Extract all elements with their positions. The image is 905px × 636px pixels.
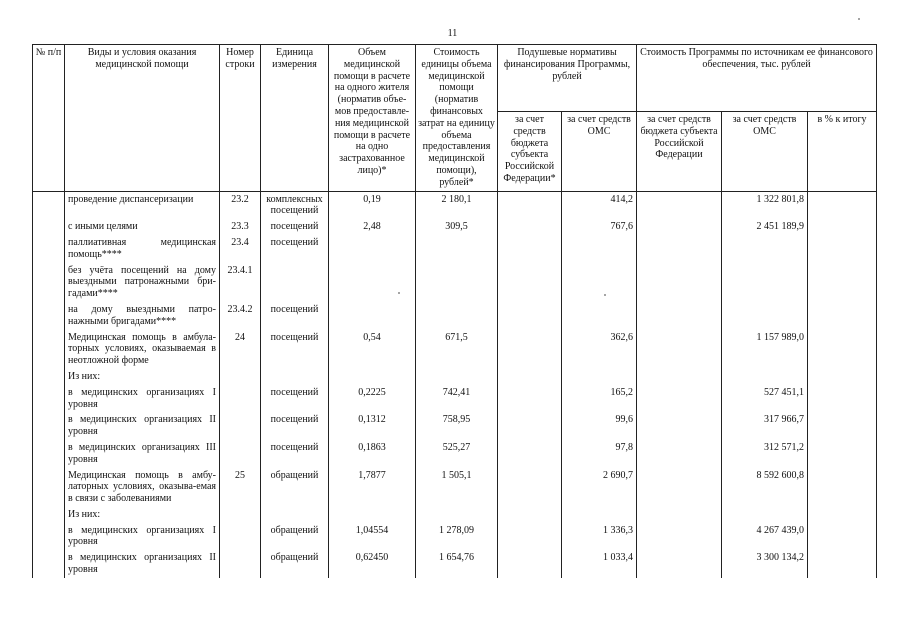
cell-unit-cost: 1 278,09 — [416, 523, 498, 551]
cell-program-oms: 4 267 439,0 — [722, 523, 808, 551]
table-row — [33, 369, 877, 385]
cell-norm-oms — [562, 302, 637, 330]
cell-row-number — [220, 507, 261, 523]
cell-unit — [261, 507, 329, 523]
scan-speck — [858, 18, 860, 20]
cell-volume: 0,19 — [329, 191, 416, 219]
cell-no — [33, 330, 65, 369]
cell-unit: посещений — [261, 235, 329, 263]
cell-program-oms: 527 451,1 — [722, 385, 808, 413]
cell-no — [33, 412, 65, 440]
cell-volume: 2,48 — [329, 219, 416, 235]
cell-program-percent — [808, 412, 877, 440]
cell-norm-oms: 414,2 — [562, 191, 637, 219]
cell-volume — [329, 302, 416, 330]
cell-unit — [261, 263, 329, 302]
cell-program-percent — [808, 263, 877, 302]
cell-volume — [329, 369, 416, 385]
cell-unit-cost — [416, 302, 498, 330]
table-body — [33, 191, 877, 578]
header-no: № п/п — [33, 45, 65, 192]
cell-no — [33, 369, 65, 385]
cell-program-budget — [637, 219, 722, 235]
cell-name: без учёта посещений на дому выездными патронажными бри-гадами**** — [65, 263, 220, 302]
cell-unit-cost: 758,95 — [416, 412, 498, 440]
cell-program-budget — [637, 235, 722, 263]
cell-volume — [329, 263, 416, 302]
cell-program-percent — [808, 330, 877, 369]
cell-name: в медицинских организациях I уровня — [65, 523, 220, 551]
cell-program-budget — [637, 385, 722, 413]
cell-unit: комплексных посещений — [261, 191, 329, 219]
cell-norm-budget — [498, 235, 562, 263]
table-row — [33, 235, 877, 263]
cell-unit-cost: 525,27 — [416, 440, 498, 468]
cell-norm-oms — [562, 263, 637, 302]
cell-unit: посещений — [261, 219, 329, 235]
cell-no — [33, 507, 65, 523]
header-name: Виды и условия оказания медицинской помощи — [65, 45, 220, 192]
cell-program-percent — [808, 440, 877, 468]
cell-program-oms: 317 966,7 — [722, 412, 808, 440]
cell-no — [33, 440, 65, 468]
cell-program-budget — [637, 191, 722, 219]
cell-name: Из них: — [65, 369, 220, 385]
cell-program-budget — [637, 550, 722, 578]
table-row — [33, 550, 877, 578]
cell-program-percent — [808, 507, 877, 523]
cell-unit: посещений — [261, 385, 329, 413]
table-row — [33, 507, 877, 523]
cell-norm-oms: 2 690,7 — [562, 468, 637, 507]
cell-program-percent — [808, 369, 877, 385]
cell-program-percent — [808, 191, 877, 219]
cell-name: на дому выездными патро-нажными бригадами**** — [65, 302, 220, 330]
cell-norm-oms — [562, 235, 637, 263]
cell-no — [33, 219, 65, 235]
header-norm-oms: за счет средств ОМС — [562, 112, 637, 192]
cell-name: проведение диспансеризации — [65, 191, 220, 219]
cell-unit: посещений — [261, 330, 329, 369]
cell-program-oms: 1 322 801,8 — [722, 191, 808, 219]
cell-unit-cost: 1 505,1 — [416, 468, 498, 507]
cell-row-number: 24 — [220, 330, 261, 369]
cell-program-percent — [808, 550, 877, 578]
cell-norm-budget — [498, 385, 562, 413]
cell-norm-budget — [498, 507, 562, 523]
cell-row-number: 25 — [220, 468, 261, 507]
cell-name: в медицинских организациях III уровня — [65, 440, 220, 468]
cell-name: Медицинская помощь в амбула-торных условиях, оказываемая в неотложной форме — [65, 330, 220, 369]
cell-unit: посещений — [261, 412, 329, 440]
cell-unit-cost — [416, 235, 498, 263]
table-row — [33, 385, 877, 413]
cell-program-oms — [722, 302, 808, 330]
cell-unit-cost: 2 180,1 — [416, 191, 498, 219]
cell-unit — [261, 369, 329, 385]
cell-volume: 0,1863 — [329, 440, 416, 468]
cell-row-number: 23.4.1 — [220, 263, 261, 302]
cell-norm-budget — [498, 550, 562, 578]
cell-volume: 1,7877 — [329, 468, 416, 507]
cell-row-number: 23.2 — [220, 191, 261, 219]
table-row — [33, 468, 877, 507]
cell-row-number: 23.4.2 — [220, 302, 261, 330]
cell-name: в медицинских организациях I уровня — [65, 385, 220, 413]
cell-program-oms — [722, 235, 808, 263]
cell-unit: обращений — [261, 468, 329, 507]
cell-unit-cost: 671,5 — [416, 330, 498, 369]
cell-volume: 0,2225 — [329, 385, 416, 413]
cell-row-number — [220, 550, 261, 578]
cell-program-percent — [808, 219, 877, 235]
cell-unit: обращений — [261, 550, 329, 578]
cell-volume: 0,1312 — [329, 412, 416, 440]
table-row — [33, 412, 877, 440]
cell-program-oms — [722, 263, 808, 302]
cell-program-budget — [637, 523, 722, 551]
cell-volume — [329, 507, 416, 523]
cell-row-number: 23.4 — [220, 235, 261, 263]
cell-program-oms — [722, 369, 808, 385]
cell-program-oms: 2 451 189,9 — [722, 219, 808, 235]
page-number: 11 — [447, 28, 458, 39]
table-row — [33, 440, 877, 468]
table-header — [33, 45, 877, 192]
header-per-capita-norms: Подушевые нормативы финансирования Программы, рублей — [498, 45, 637, 112]
cell-program-oms: 8 592 600,8 — [722, 468, 808, 507]
cell-unit-cost: 309,5 — [416, 219, 498, 235]
cell-norm-budget — [498, 302, 562, 330]
cell-norm-budget — [498, 412, 562, 440]
cell-program-percent — [808, 235, 877, 263]
cell-norm-budget — [498, 468, 562, 507]
cell-no — [33, 302, 65, 330]
cell-row-number — [220, 523, 261, 551]
header-unit-cost: Стоимость единицы объема медицинской помощи (норматив финансовых затрат на единицу объема предоставления медицинской помощи), рублей* — [416, 45, 498, 192]
header-program-cost: Стоимость Программы по источникам ее финансового обеспечения, тыс. рублей — [637, 45, 877, 112]
cell-norm-budget — [498, 219, 562, 235]
cell-no — [33, 385, 65, 413]
header-program-percent: в % к итогу — [808, 112, 877, 192]
header-program-oms: за счет средств ОМС — [722, 112, 808, 192]
cell-no — [33, 191, 65, 219]
cell-volume — [329, 235, 416, 263]
cell-program-budget — [637, 369, 722, 385]
cell-program-budget — [637, 412, 722, 440]
cell-name: паллиативная медицинская помощь**** — [65, 235, 220, 263]
cell-norm-budget — [498, 263, 562, 302]
cell-norm-oms: 97,8 — [562, 440, 637, 468]
cell-program-percent — [808, 302, 877, 330]
cell-no — [33, 468, 65, 507]
cell-no — [33, 263, 65, 302]
cell-row-number — [220, 412, 261, 440]
header-norm-budget: за счет средств бюджета субъекта Российской Федерации* — [498, 112, 562, 192]
cell-program-oms: 312 571,2 — [722, 440, 808, 468]
cell-row-number — [220, 385, 261, 413]
cell-program-budget — [637, 440, 722, 468]
program-cost-table — [32, 44, 877, 578]
cell-norm-oms: 767,6 — [562, 219, 637, 235]
cell-norm-oms: 362,6 — [562, 330, 637, 369]
table-row — [33, 523, 877, 551]
cell-no — [33, 235, 65, 263]
cell-norm-oms: 1 336,3 — [562, 523, 637, 551]
header-volume: Объем медицинской помощи в расчете на одного жителя (норматив объе-мов предоставле-ния медицинской помощи в расчете на одно застрахованное лицо)* — [329, 45, 416, 192]
cell-program-percent — [808, 385, 877, 413]
cell-unit-cost — [416, 263, 498, 302]
cell-norm-oms — [562, 507, 637, 523]
table-row — [33, 330, 877, 369]
cell-no — [33, 550, 65, 578]
cell-program-budget — [637, 507, 722, 523]
cell-norm-oms: 99,6 — [562, 412, 637, 440]
table-row — [33, 219, 877, 235]
cell-program-budget — [637, 330, 722, 369]
cell-row-number — [220, 369, 261, 385]
cell-name: в медицинских организациях II уровня — [65, 550, 220, 578]
cell-row-number — [220, 440, 261, 468]
cell-name: в медицинских организациях II уровня — [65, 412, 220, 440]
cell-unit-cost: 1 654,76 — [416, 550, 498, 578]
cell-norm-budget — [498, 330, 562, 369]
table-row — [33, 263, 877, 302]
cell-program-oms — [722, 507, 808, 523]
cell-name: Из них: — [65, 507, 220, 523]
cell-unit-cost — [416, 507, 498, 523]
header-row-number: Номер строки — [220, 45, 261, 192]
cell-program-oms: 1 157 989,0 — [722, 330, 808, 369]
cell-unit: обращений — [261, 523, 329, 551]
cell-norm-budget — [498, 523, 562, 551]
cell-name: Медицинская помощь в амбу-латорных условиях, оказыва-емая в связи с заболеваниями — [65, 468, 220, 507]
table-row — [33, 191, 877, 219]
cell-name: с иными целями — [65, 219, 220, 235]
cell-volume: 0,62450 — [329, 550, 416, 578]
cell-program-budget — [637, 263, 722, 302]
cell-norm-oms — [562, 369, 637, 385]
cell-norm-budget — [498, 440, 562, 468]
cell-volume: 1,04554 — [329, 523, 416, 551]
cell-unit-cost — [416, 369, 498, 385]
cell-norm-budget — [498, 369, 562, 385]
cell-row-number: 23.3 — [220, 219, 261, 235]
cell-no — [33, 523, 65, 551]
cell-program-percent — [808, 523, 877, 551]
cell-program-budget — [637, 302, 722, 330]
cell-norm-oms: 1 033,4 — [562, 550, 637, 578]
table-row — [33, 302, 877, 330]
cell-unit: посещений — [261, 302, 329, 330]
header-program-budget: за счет средств бюджета субъекта Российской Федерации — [637, 112, 722, 192]
cell-program-oms: 3 300 134,2 — [722, 550, 808, 578]
header-unit: Единица измерения — [261, 45, 329, 192]
cell-volume: 0,54 — [329, 330, 416, 369]
cell-unit: посещений — [261, 440, 329, 468]
cell-program-percent — [808, 468, 877, 507]
cell-program-budget — [637, 468, 722, 507]
cell-unit-cost: 742,41 — [416, 385, 498, 413]
cell-norm-oms: 165,2 — [562, 385, 637, 413]
cell-norm-budget — [498, 191, 562, 219]
